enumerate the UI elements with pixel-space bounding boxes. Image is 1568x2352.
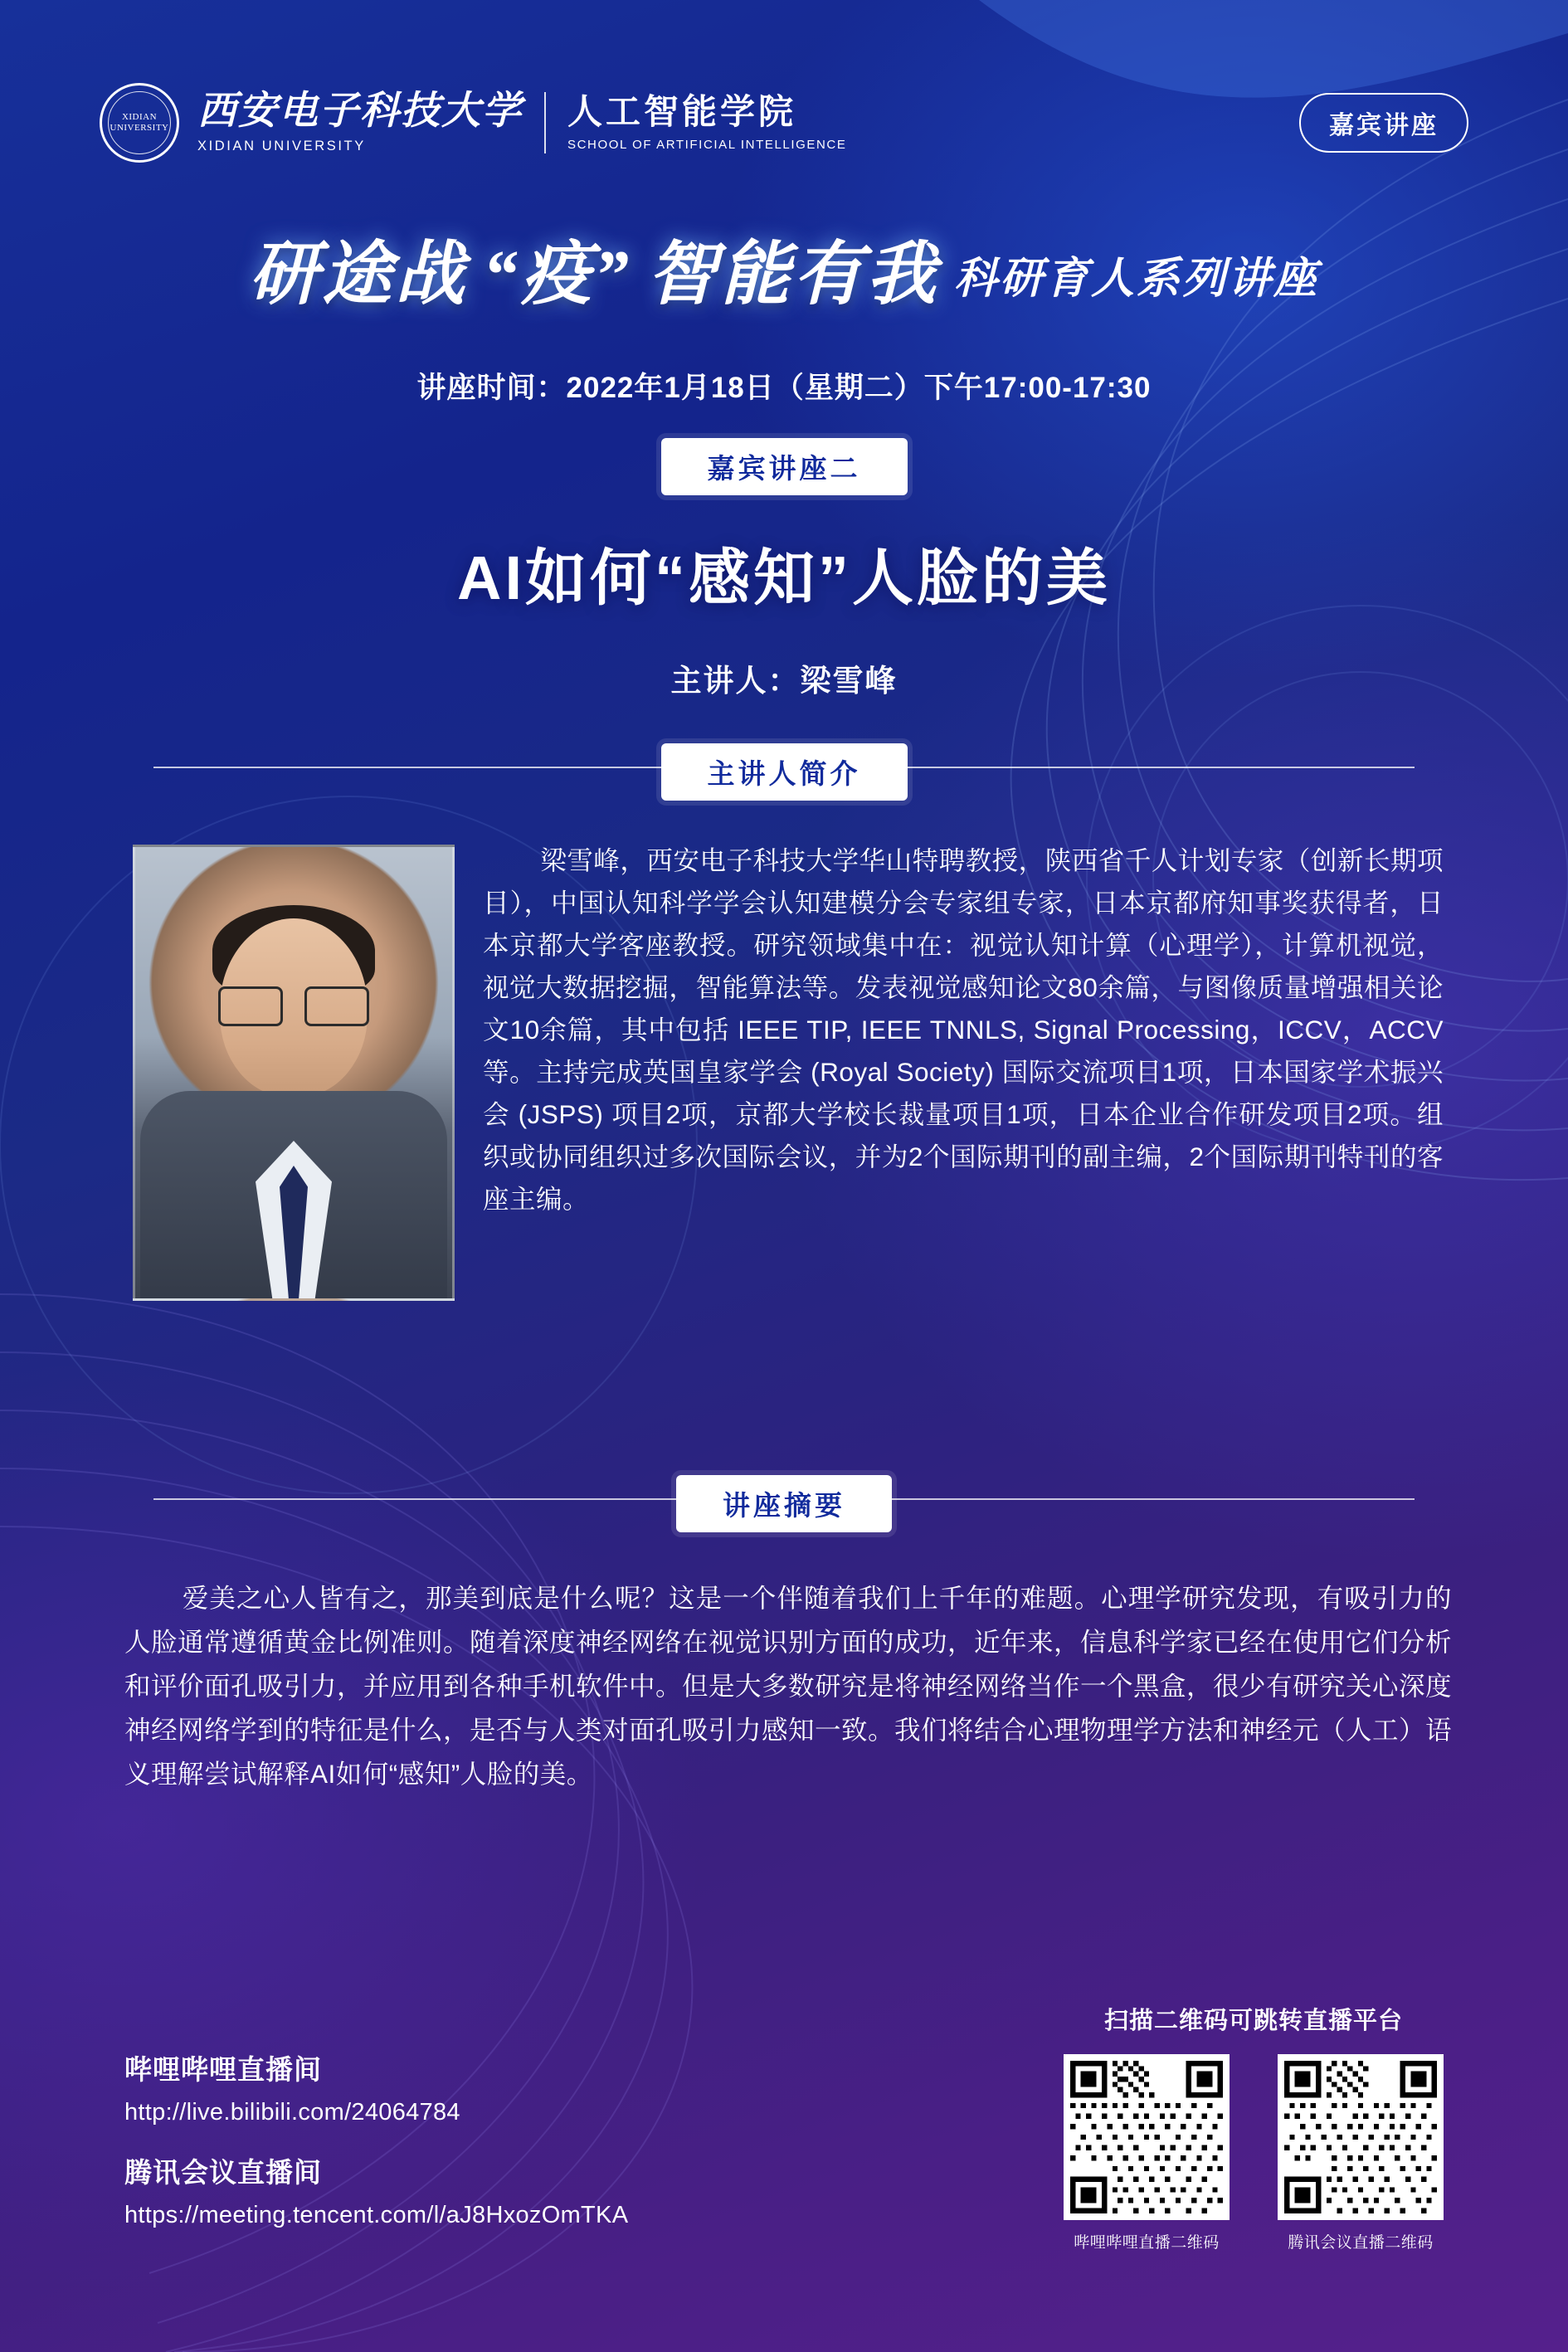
series-name: 科研育人系列讲座 xyxy=(954,256,1320,303)
header-divider xyxy=(544,92,546,153)
abstract-text xyxy=(124,1576,1452,1796)
banner-calligraphy xyxy=(0,236,1568,314)
qr-section-title: 扫描二维码可跳转直播平台 xyxy=(1103,2008,1403,2034)
bilibili-qr-code[interactable] xyxy=(1064,2054,1230,2220)
tencent-qr-caption: 腾讯会议直播二维码 xyxy=(1288,2234,1434,2252)
tencent-label: 腾讯会议直播间 xyxy=(124,2157,322,2188)
seal-text: XIDIAN UNIVERSITY xyxy=(110,112,169,133)
poster-header xyxy=(0,83,1568,163)
abstract-heading: 讲座摘要 xyxy=(676,1475,892,1532)
qr-section xyxy=(1064,2002,1444,2252)
portrait-glasses xyxy=(218,986,369,1023)
school-name-en: SCHOOL OF ARTIFICIAL INTELLIGENCE xyxy=(567,138,847,153)
bio-heading-wrap xyxy=(0,743,1568,801)
guest-lecture-badge: 嘉宾讲座 xyxy=(1299,93,1468,153)
calligraphy-part-2: 智能有我 xyxy=(647,236,940,314)
lecture-number-chip: 嘉宾讲座二 xyxy=(661,438,908,495)
lecture-title: AI如何“感知”人脸的美 xyxy=(457,543,1111,612)
qr-item-bilibili[interactable] xyxy=(1064,2054,1230,2252)
tencent-url[interactable]: https://meeting.tencent.com/l/aJ8HxozOmTKA xyxy=(124,2202,629,2228)
school-name-cn: 人工智能学院 xyxy=(567,91,797,131)
qr-item-tencent[interactable] xyxy=(1278,2054,1444,2252)
lecture-time: 讲座时间：2022年1月18日（星期二）下午17:00-17:30 xyxy=(416,372,1152,404)
speaker-bio-block xyxy=(124,840,1444,1309)
speaker-bio-paragraph: 梁雪峰，西安电子科技大学华山特聘教授，陕西省千人计划专家（创新长期项目），中国认知科学学会认知建模分会专家组专家，日本京都府知事奖获得者，日本京都大学客座教授。研究领域集中在：视觉认知计算（心理学），计算机视觉，视觉大数据挖掘，智能算法等。发表视觉感知论文80余篇，与图像质量增强相关论文10余篇，其中包括 IEEE TIP, IEEE TNNLS, Signal Processing，ICCV，ACCV等。主持完成英国皇家学会 (Royal Society) 国际交流项目1项，日本国家学术振兴会 (JSPS) 项目2项，京都大学校长裁量项目1项，日本企业合作研发项目2项。组织或协同组织过多次国际会议，并为2个国际期刊的副主编，2个国际期刊特刊的客座主编。 xyxy=(483,845,1444,1215)
speaker-name: 主讲人：梁雪峰 xyxy=(670,664,898,698)
calligraphy-quoted-word: “疫” xyxy=(482,236,632,314)
bio-heading: 主讲人简介 xyxy=(661,743,908,801)
university-logo xyxy=(100,83,523,163)
calligraphy-part-1: 研途战 xyxy=(248,236,468,314)
abstract-paragraph: 爱美之心人皆有之，那美到底是什么呢？这是一个伴随着我们上千年的难题。心理学研究发现，有吸引力的人脸通常遵循黄金比例准则。随着深度神经网络在视觉识别方面的成功，近年来，信息科学家已经在使用它们分析和评价面孔吸引力，并应用到各种手机软件中。但是大多数研究是将神经网络当作一个黑盒，很少有研究关心深度神经网络学到的特征是什么，是否与人类对面孔吸引力感知一致。我们将结合心理物理学方法和神经元（人工）语义理解尝试解释AI如何“感知”人脸的美。 xyxy=(124,1583,1453,1789)
university-name-cn: 西安电子科技大学 xyxy=(197,90,523,134)
live-links xyxy=(124,2048,628,2229)
tencent-qr-code[interactable] xyxy=(1278,2054,1444,2220)
bilibili-label: 哔哩哔哩直播间 xyxy=(124,2054,322,2085)
lecture-number-chip-wrap xyxy=(0,438,1568,495)
speaker-portrait xyxy=(133,845,455,1301)
bilibili-url[interactable]: http://live.bilibili.com/24064784 xyxy=(124,2099,460,2126)
university-name-en: XIDIAN UNIVERSITY xyxy=(197,138,366,153)
university-seal-icon xyxy=(100,83,179,163)
abstract-heading-wrap xyxy=(0,1475,1568,1532)
bilibili-qr-caption: 哔哩哔哩直播二维码 xyxy=(1074,2234,1220,2252)
